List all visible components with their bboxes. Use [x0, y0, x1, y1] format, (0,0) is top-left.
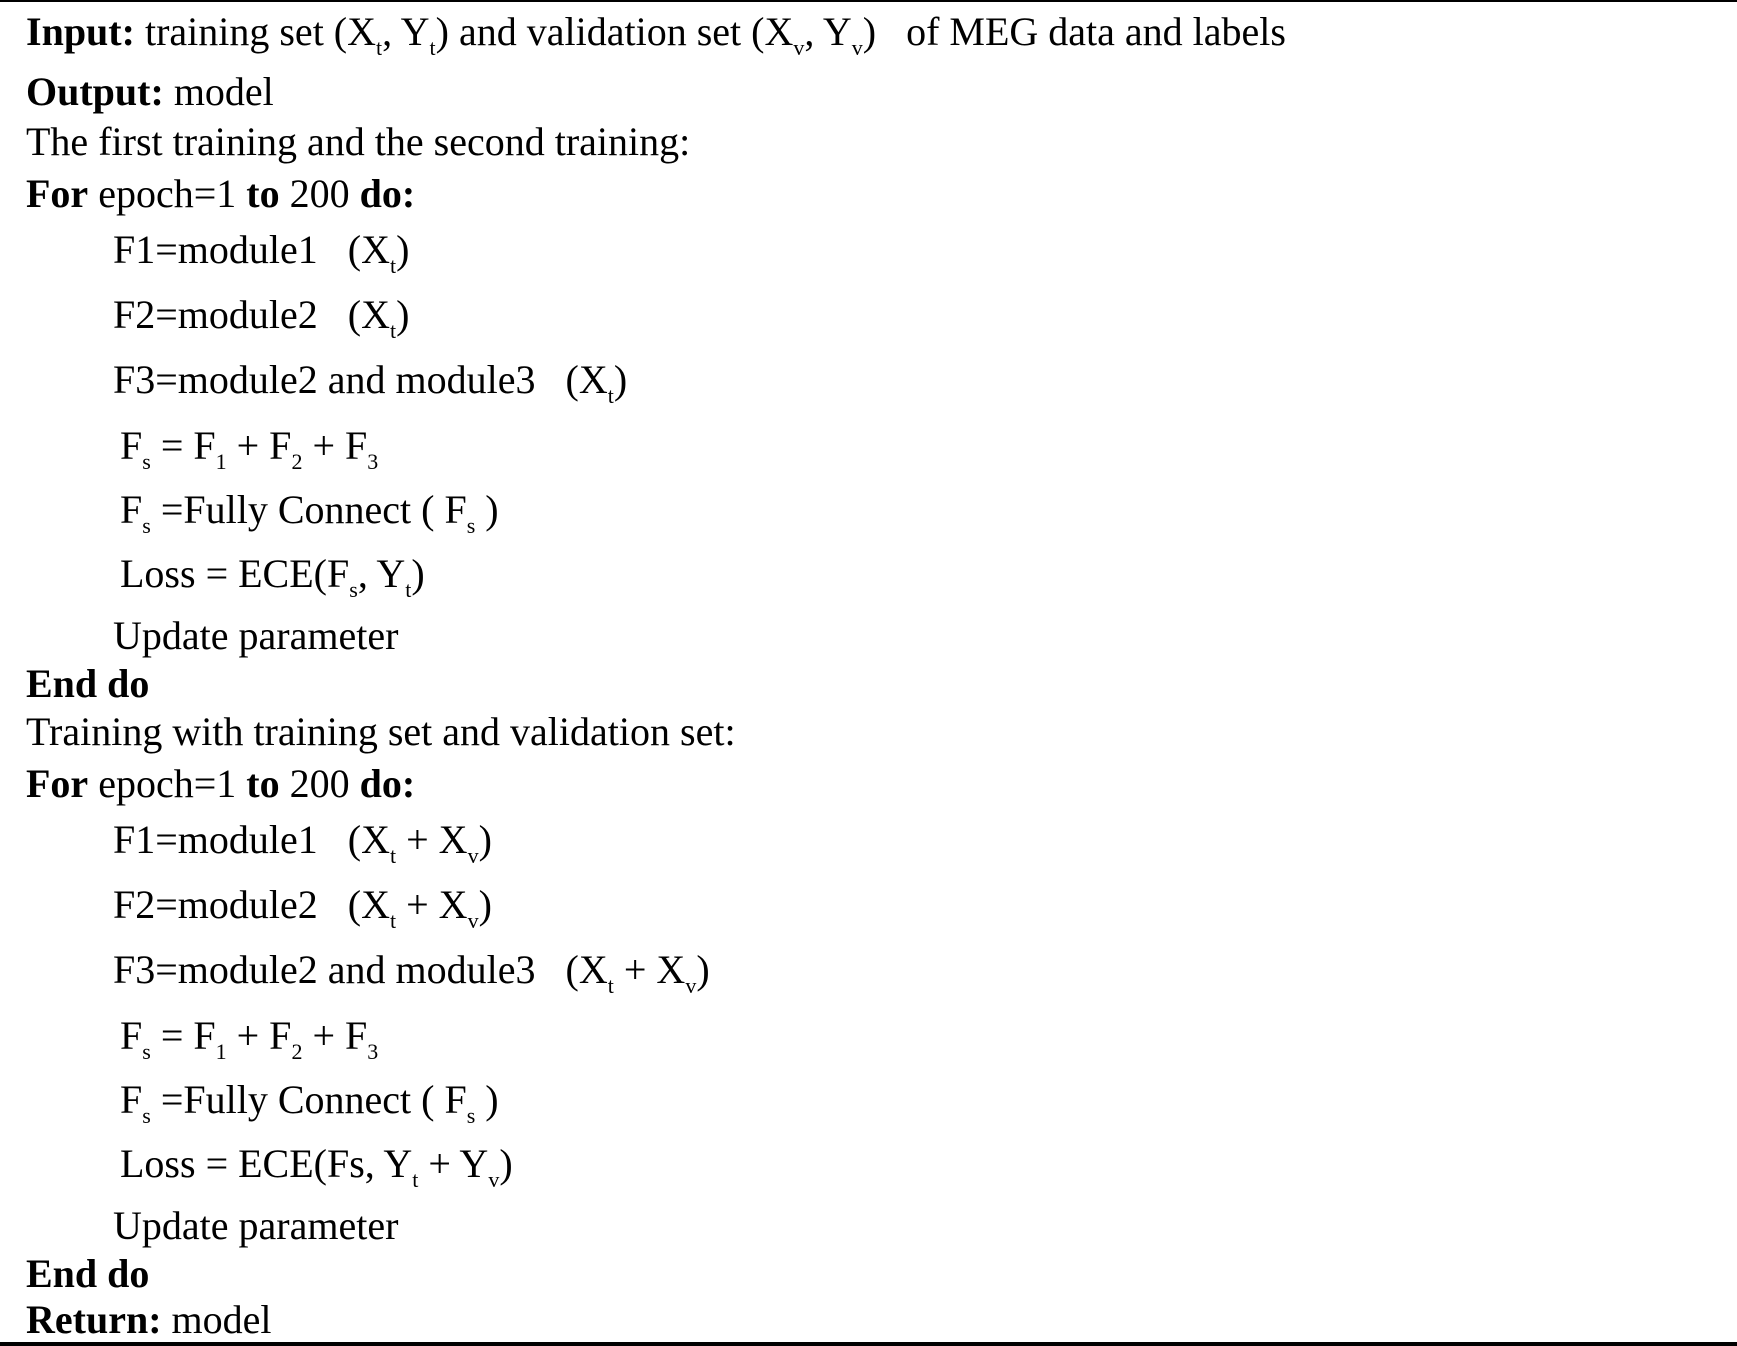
phase1-end: End do: [26, 661, 150, 706]
input-line: Input: training set ($X_t$, $Y_t$) and validation set ($X_v$, $Y_v$) of MEG data and labels: [26, 9, 1286, 60]
return-line: Return: model: [26, 1297, 272, 1342]
phase1-fully-connect: $F_s$ =Fully Connect ( $F_s$ ): [120, 487, 499, 538]
input-label: Input:: [26, 9, 135, 54]
phase1-loss: Loss = $ECE(F_s$, $Y_t$): [120, 551, 425, 602]
phase1-step-2: F2=module2 $(X_t)$: [113, 292, 410, 343]
phase2-update: Update parameter: [113, 1203, 399, 1248]
phase2-step-1: F1=module1 $(X_t + X_v)$: [113, 817, 492, 868]
phase1-update: Update parameter: [113, 613, 399, 658]
phase1-fs-sum: $F_s = F_1 + F_2 + F_3$: [120, 423, 379, 474]
phase2-fs-sum: $F_s = F_1 + F_2 + F_3$: [120, 1013, 379, 1064]
phase2-step-3: F3=module2 and module3 $(X_t + X_v)$: [113, 947, 710, 998]
phase1-step-3: F3=module2 and module3 $(X_t)$: [113, 357, 628, 408]
phase2-step-2: F2=module2 $(X_t + X_v)$: [113, 882, 492, 933]
phase1-step-1: F1=module1 $(X_t)$: [113, 227, 410, 278]
phase2-fully-connect: $F_s$ =Fully Connect ( $F_s$ ): [120, 1077, 499, 1128]
phase2-loss: Loss = ECE(Fs, $Y_t + Y_v$): [120, 1141, 513, 1192]
top-rule: [0, 0, 1737, 2]
output-line: Output: model: [26, 69, 274, 114]
loop2-header: For epoch=1 to 200 do:: [26, 761, 416, 806]
bottom-rule: [0, 1342, 1737, 1346]
loop1-header: For epoch=1 to 200 do:: [26, 171, 416, 216]
return-label: Return:: [26, 1297, 162, 1342]
phase2-title: Training with training set and validation set:: [26, 709, 736, 754]
phase1-title: The first training and the second training:: [26, 119, 691, 164]
phase2-end: End do: [26, 1251, 150, 1296]
output-label: Output:: [26, 69, 164, 114]
